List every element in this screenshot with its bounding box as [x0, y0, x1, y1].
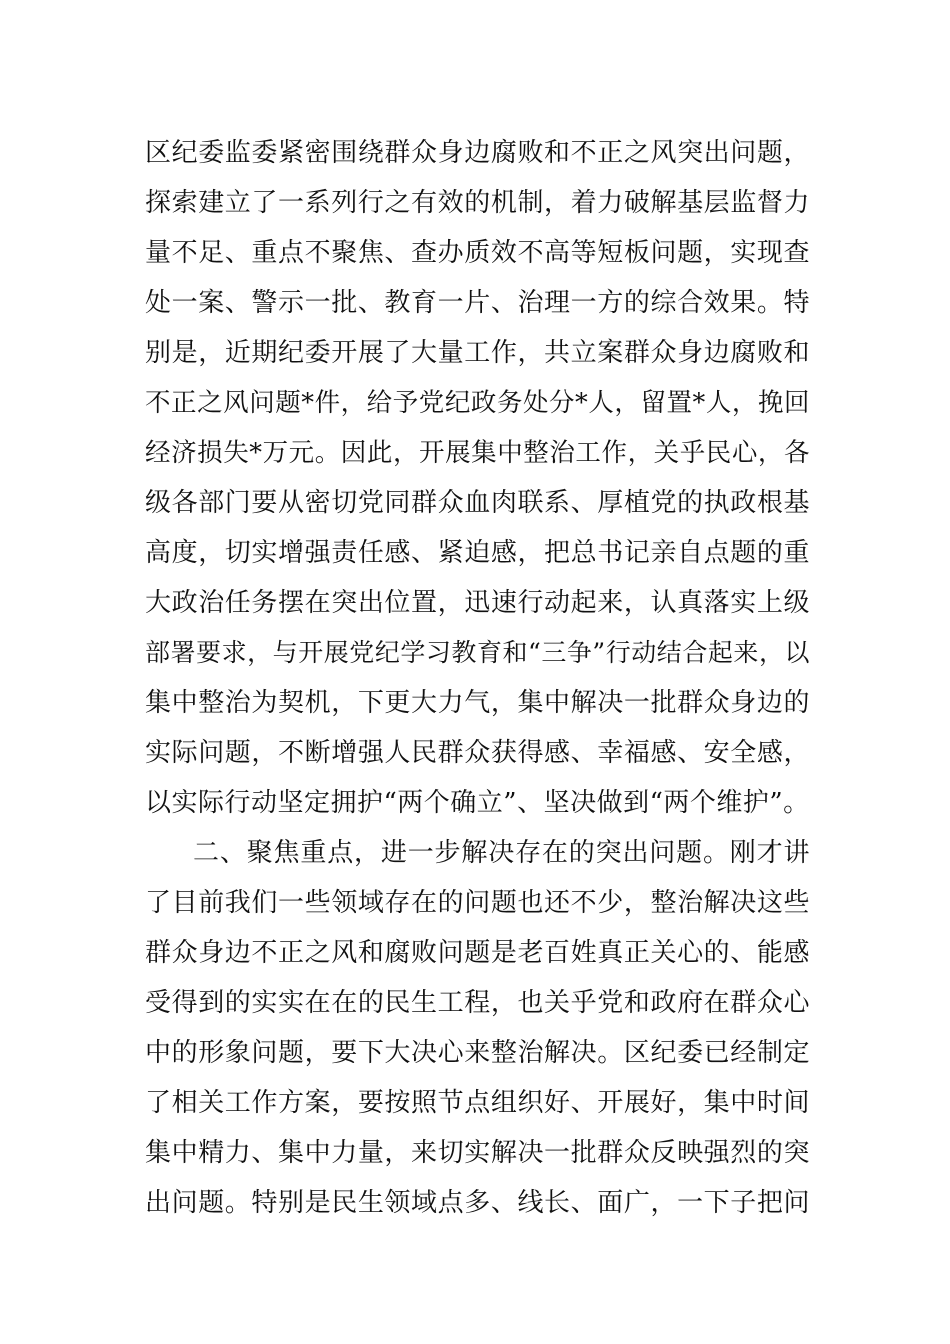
text-line: 区纪委监委紧密围绕群众身边腐败和不正之风突出问题， — [145, 138, 810, 168]
text-line: 级各部门要从密切党同群众血肉联系、厚植党的执政根基 — [145, 488, 810, 518]
text-line: 量不足、重点不聚焦、查办质效不高等短板问题，实现查 — [145, 238, 810, 268]
text-line: 处一案、警示一批、教育一片、治理一方的综合效果。特 — [145, 288, 810, 318]
text-line: 实际问题，不断增强人民群众获得感、幸福感、安全感， — [145, 738, 810, 768]
text-line: 探索建立了一系列行之有效的机制，着力破解基层监督力 — [145, 188, 810, 218]
text-line: 了相关工作方案，要按照节点组织好、开展好，集中时间 — [145, 1088, 810, 1118]
text-line: 受得到的实实在在的民生工程，也关乎党和政府在群众心 — [145, 988, 810, 1018]
text-line: 经济损失*万元。因此，开展集中整治工作，关乎民心，各 — [145, 438, 810, 468]
text-line: 群众身边不正之风和腐败问题是老百姓真正关心的、能感 — [145, 938, 810, 968]
text-line-paragraph-start: 二、聚焦重点，进一步解决存在的突出问题。刚才讲 — [193, 838, 810, 868]
text-line: 集中精力、集中力量，来切实解决一批群众反映强烈的突 — [145, 1138, 810, 1168]
text-line: 部署要求，与开展党纪学习教育和“三争”行动结合起来，以 — [145, 638, 810, 667]
text-line: 大政治任务摆在突出位置，迅速行动起来，认真落实上级 — [145, 588, 810, 618]
text-line: 集中整治为契机，下更大力气，集中解决一批群众身边的 — [145, 688, 810, 718]
text-line: 别是，近期纪委开展了大量工作，共立案群众身边腐败和 — [145, 338, 810, 368]
text-line: 出问题。特别是民生领域点多、线长、面广，一下子把问 — [145, 1188, 810, 1218]
text-line-paragraph-end: 以实际行动坚定拥护“两个确立”、坚决做到“两个维护”。 — [145, 788, 810, 818]
body-text — [145, 128, 810, 1228]
text-line: 不正之风问题*件，给予党纪政务处分*人，留置*人，挽回 — [145, 388, 810, 418]
text-line: 高度，切实增强责任感、紧迫感，把总书记亲自点题的重 — [145, 538, 810, 568]
text-line: 了目前我们一些领域存在的问题也还不少，整治解决这些 — [145, 888, 810, 918]
text-line: 中的形象问题，要下大决心来整治解决。区纪委已经制定 — [145, 1038, 810, 1068]
